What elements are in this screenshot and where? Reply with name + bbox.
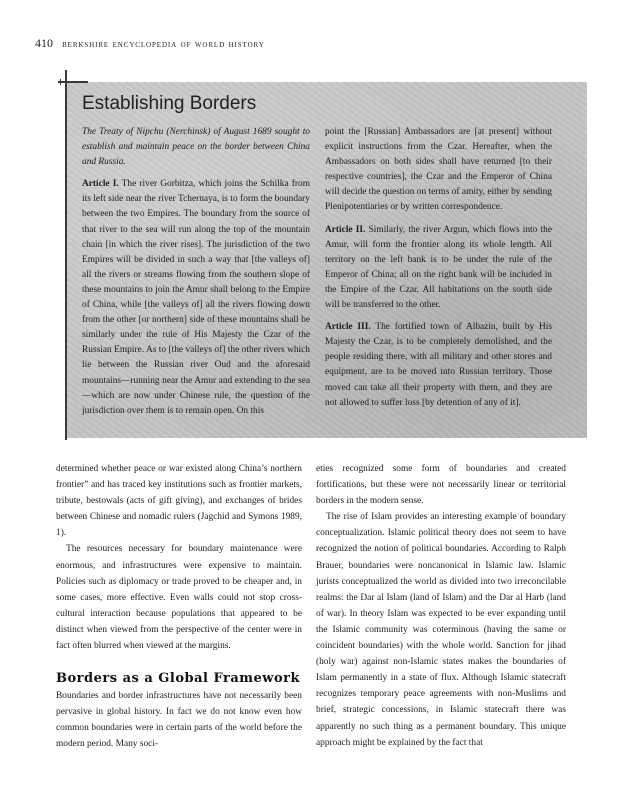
article-3-text: The fortified town of Albazin, built by His Majesty the Czar, is to be completely demolished, and the people residing there, with all military and other stores and equipment, are to be moved into Russian territory. Those moved can take all their property with them, and they are not allowed to suffer loss [by detention of any of it].	[325, 322, 553, 408]
sidebar-article-1	[82, 177, 310, 419]
body-paragraph: eties recognized some form of boundaries and created fortifications, but these were not necessarily linear or territorial borders in the modern sense.	[316, 464, 566, 507]
sidebar-intro: The Treaty of Nipchu (Nerchinsk) of August 1689 sought to establish and maintain peace on the border between China and Russia.	[82, 127, 310, 168]
body-paragraph: Boundaries and border infrastructures have not necessarily been pervasive in global history. In fact we do not know even how common boundaries were in certain parts of the world before the modern period. Many soci-	[56, 691, 302, 750]
running-title: berkshire encyclopedia of world history	[62, 39, 265, 50]
body-right-column	[316, 461, 566, 751]
sidebar-horizontal-rule	[58, 81, 88, 83]
article-2-label: Article II.	[325, 224, 366, 235]
sidebar-title: Establishing Borders	[82, 93, 257, 114]
running-header	[35, 36, 595, 51]
body-paragraph: The rise of Islam provides an interesting example of boundary conceptualization. Islamic political theory does not seem to have recognized the notion of political boundaries. According to Ralph Brauer, boundaries were noncanonical in Islamic law. Islamic jurists conceptualized the world as divided into two irreconcilable realms: the Dar al Islam (land of Islam) and the Dar al Harb (land of war). In theory Islam was expected to be ever expanding until the Islamic community was coterminous (having the same or coincident boundaries) with the whole world. Sanction for jihad (holy war) against non-Islamic states makes the boundaries of Islam permanently in a state of flux. Although Islamic statecraft recognizes temporary peace agreements with non-Muslims and brief, strategic concessions, in Islamic statecraft there was apparently no such thing as a permanent boundary. This unique approach might be explained by the fact that	[316, 512, 566, 748]
sidebar-article-3	[325, 320, 552, 411]
article-3-label: Article III.	[325, 322, 371, 333]
body-paragraph: The resources necessary for boundary maintenance were enormous, and infrastructures were expensive to maintain. Policies such as diplomacy or trade proved to be cheaper and, in some cases, more effective. Even walls could not stop cross-cultural interaction because populations that appeared to be distinct when viewed from the perspective of the center were in fact often blurred when viewed at the margins.	[56, 544, 302, 652]
article-1-label: Article I.	[82, 179, 119, 190]
article-1-continued: point the [Russian] Ambassadors are [at present] without explicit instructions from the Czar. Hereafter, when the Ambassadors on both sides shall have returned [to their respective countries], the Czar and the Emperor of China will decide the question on terms of amity, either by sending Plenipotentiaries or by written correspondence.	[325, 127, 552, 213]
sidebar-rule-tick	[60, 79, 61, 85]
body-left-column	[56, 461, 302, 753]
sidebar-right-column	[325, 125, 552, 418]
article-2-text: Similarly, the river Argun, which flows into the Amur, will form the frontier along its whole length. All territory on the left bank is to be under the rule of the Emperor of China; all on the right bank will be included in the Empire of the Czar. All habitations on the south side will be transferred to the other.	[325, 224, 552, 311]
section-heading: Borders as a Global Framework	[56, 671, 300, 687]
sidebar-vertical-rule	[65, 70, 67, 440]
sidebar-article-2	[325, 223, 552, 314]
sidebar-left-column	[82, 125, 310, 426]
body-paragraph: determined whether peace or war existed along China’s northern frontier” and has traced key institutions such as frontier markets, tribute, bestowals (acts of gift giving), and exchanges of brides between Chinese and nomadic rulers (Jagchid and Symons 1989, 1).	[56, 464, 302, 539]
article-1-text: The river Gorbitza, which joins the Schilka from its left side near the river Tchernaya, is to form the boundary between the two Empires. The boundary from the source of that river to the sea will run along the top of the mountain chain [in which the river rises]. The jurisdiction of the two Empires will be divided in such a way that [the valleys of] all the rivers or streams flowing from the southern slope of these mountains to join the Amur shall belong to the Empire of China, while [the valleys of] all the rivers flowing down from the other [or northern] side of these mountains shall be similarly under the rule of His Majesty the Czar of the Russian Empire. As to [the valleys of] the other rivers which lie between the Russian river Oud and the aforesaid mountains—running near the Amur and extending to the sea—which are now under Chinese rule, the question of the jurisdiction over them is to remain open. On this	[82, 179, 311, 416]
page-number: 410	[35, 36, 53, 50]
